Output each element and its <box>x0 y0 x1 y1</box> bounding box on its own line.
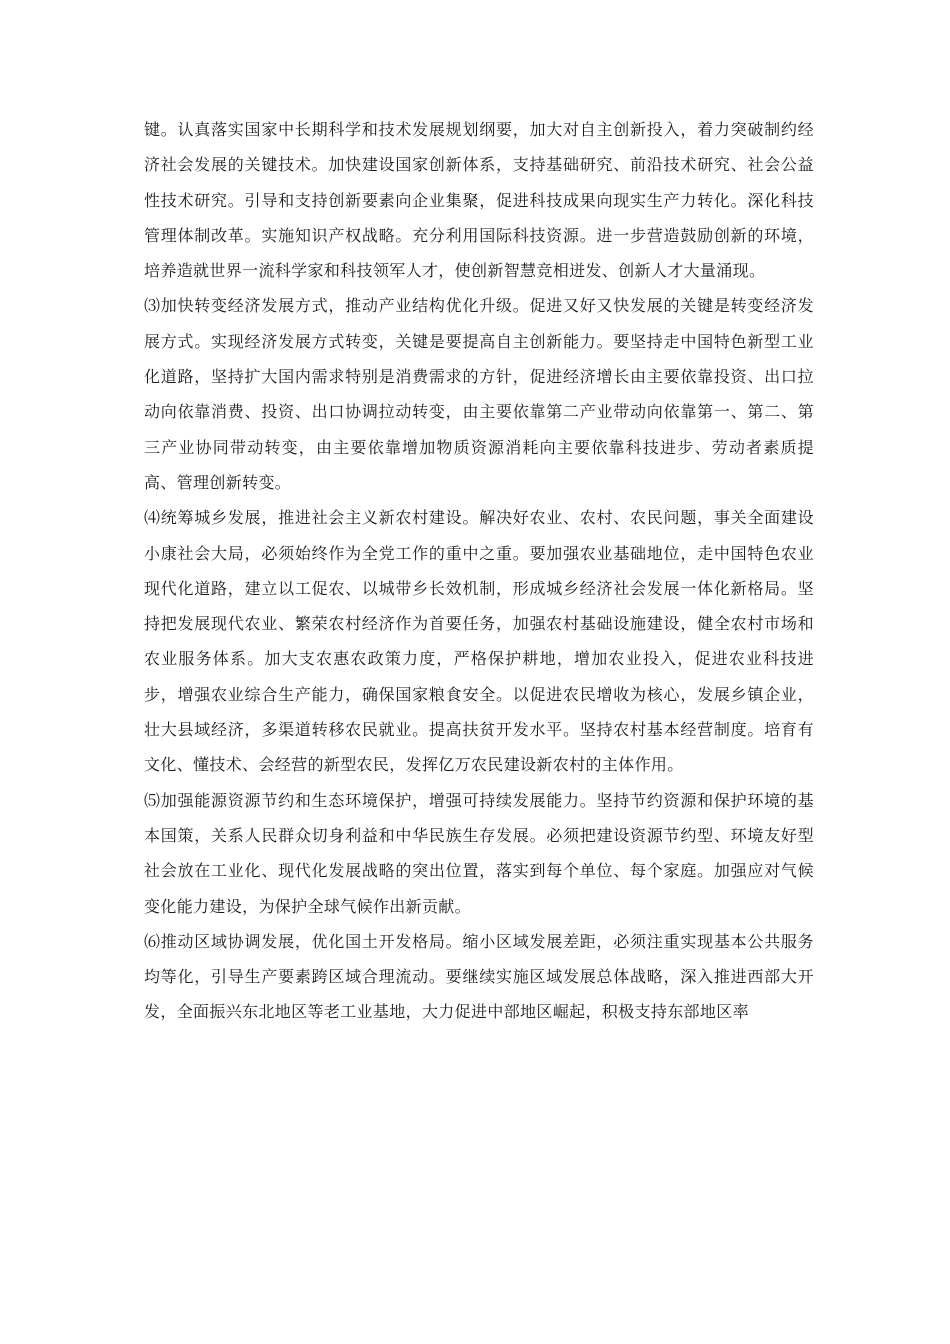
document-body <box>144 112 814 1030</box>
paragraph-4-urban-rural: ⑷统筹城乡发展，推进社会主义新农村建设。解决好农业、农村、农民问题，事关全面建设小康社会大局，必须始终作为全党工作的重中之重。要加强农业基础地位，走中国特色农业现代化道路，建立以工促农、以城带乡长效机制，形成城乡经济社会发展一体化新格局。坚持把发展现代农业、繁荣农村经济作为首要任务，加强农村基础设施建设，健全农村市场和农业服务体系。加大支农惠农政策力度，严格保护耕地，增加农业投入，促进农业科技进步，增强农业综合生产能力，确保国家粮食安全。以促进农民增收为核心，发展乡镇企业，壮大县域经济，多渠道转移农民就业。提高扶贫开发水平。坚持农村基本经营制度。培育有文化、懂技术、会经营的新型农民，发挥亿万农民建设新农村的主体作用。 <box>144 508 814 775</box>
paragraph-innovation-continued: 键。认真落实国家中长期科学和技术发展规划纲要，加大对自主创新投入，着力突破制约经济社会发展的关键技术。加快建设国家创新体系，支持基础研究、前沿技术研究、社会公益性技术研究。引导和支持创新要素向企业集聚，促进科技成果向现实生产力转化。深化科技管理体制改革。实施知识产权战略。充分利用国际科技资源。进一步营造鼓励创新的环境，培养造就世界一流科学家和科技领军人才，使创新智慧竞相迸发、创新人才大量涌现。 <box>144 120 814 281</box>
paragraph-3-economic-development: ⑶加快转变经济发展方式，推动产业结构优化升级。促进又好又快发展的关键是转变经济发展方式。实现经济发展方式转变，关键是要提高自主创新能力。要坚持走中国特色新型工业化道路，坚持扩大国内需求特别是消费需求的方针，促进经济增长由主要依靠投资、出口拉动向依靠消费、投资、出口协调拉动转变，由主要依靠第二产业带动向依靠第一、第二、第三产业协同带动转变，由主要依靠增加物质资源消耗向主要依靠科技进步、劳动者素质提高、管理创新转变。 <box>144 296 814 492</box>
paragraph-6-regional-development: ⑹推动区域协调发展，优化国土开发格局。缩小区域发展差距，必须注重实现基本公共服务均等化，引导生产要素跨区域合理流动。要继续实施区域发展总体战略，深入推进西部大开发，全面振兴东北地区等老工业基地，大力促进中部地区崛起，积极支持东部地区率 <box>144 931 814 1022</box>
paragraph-5-resources-environment: ⑸加强能源资源节约和生态环境保护，增强可持续发展能力。坚持节约资源和保护环境的基本国策，关系人民群众切身利益和中华民族生存发展。必须把建设资源节约型、环境友好型社会放在工业化、现代化发展战略的突出位置，落实到每个单位、每个家庭。加强应对气候变化能力建设，为保护全球气候作出新贡献。 <box>144 790 814 916</box>
